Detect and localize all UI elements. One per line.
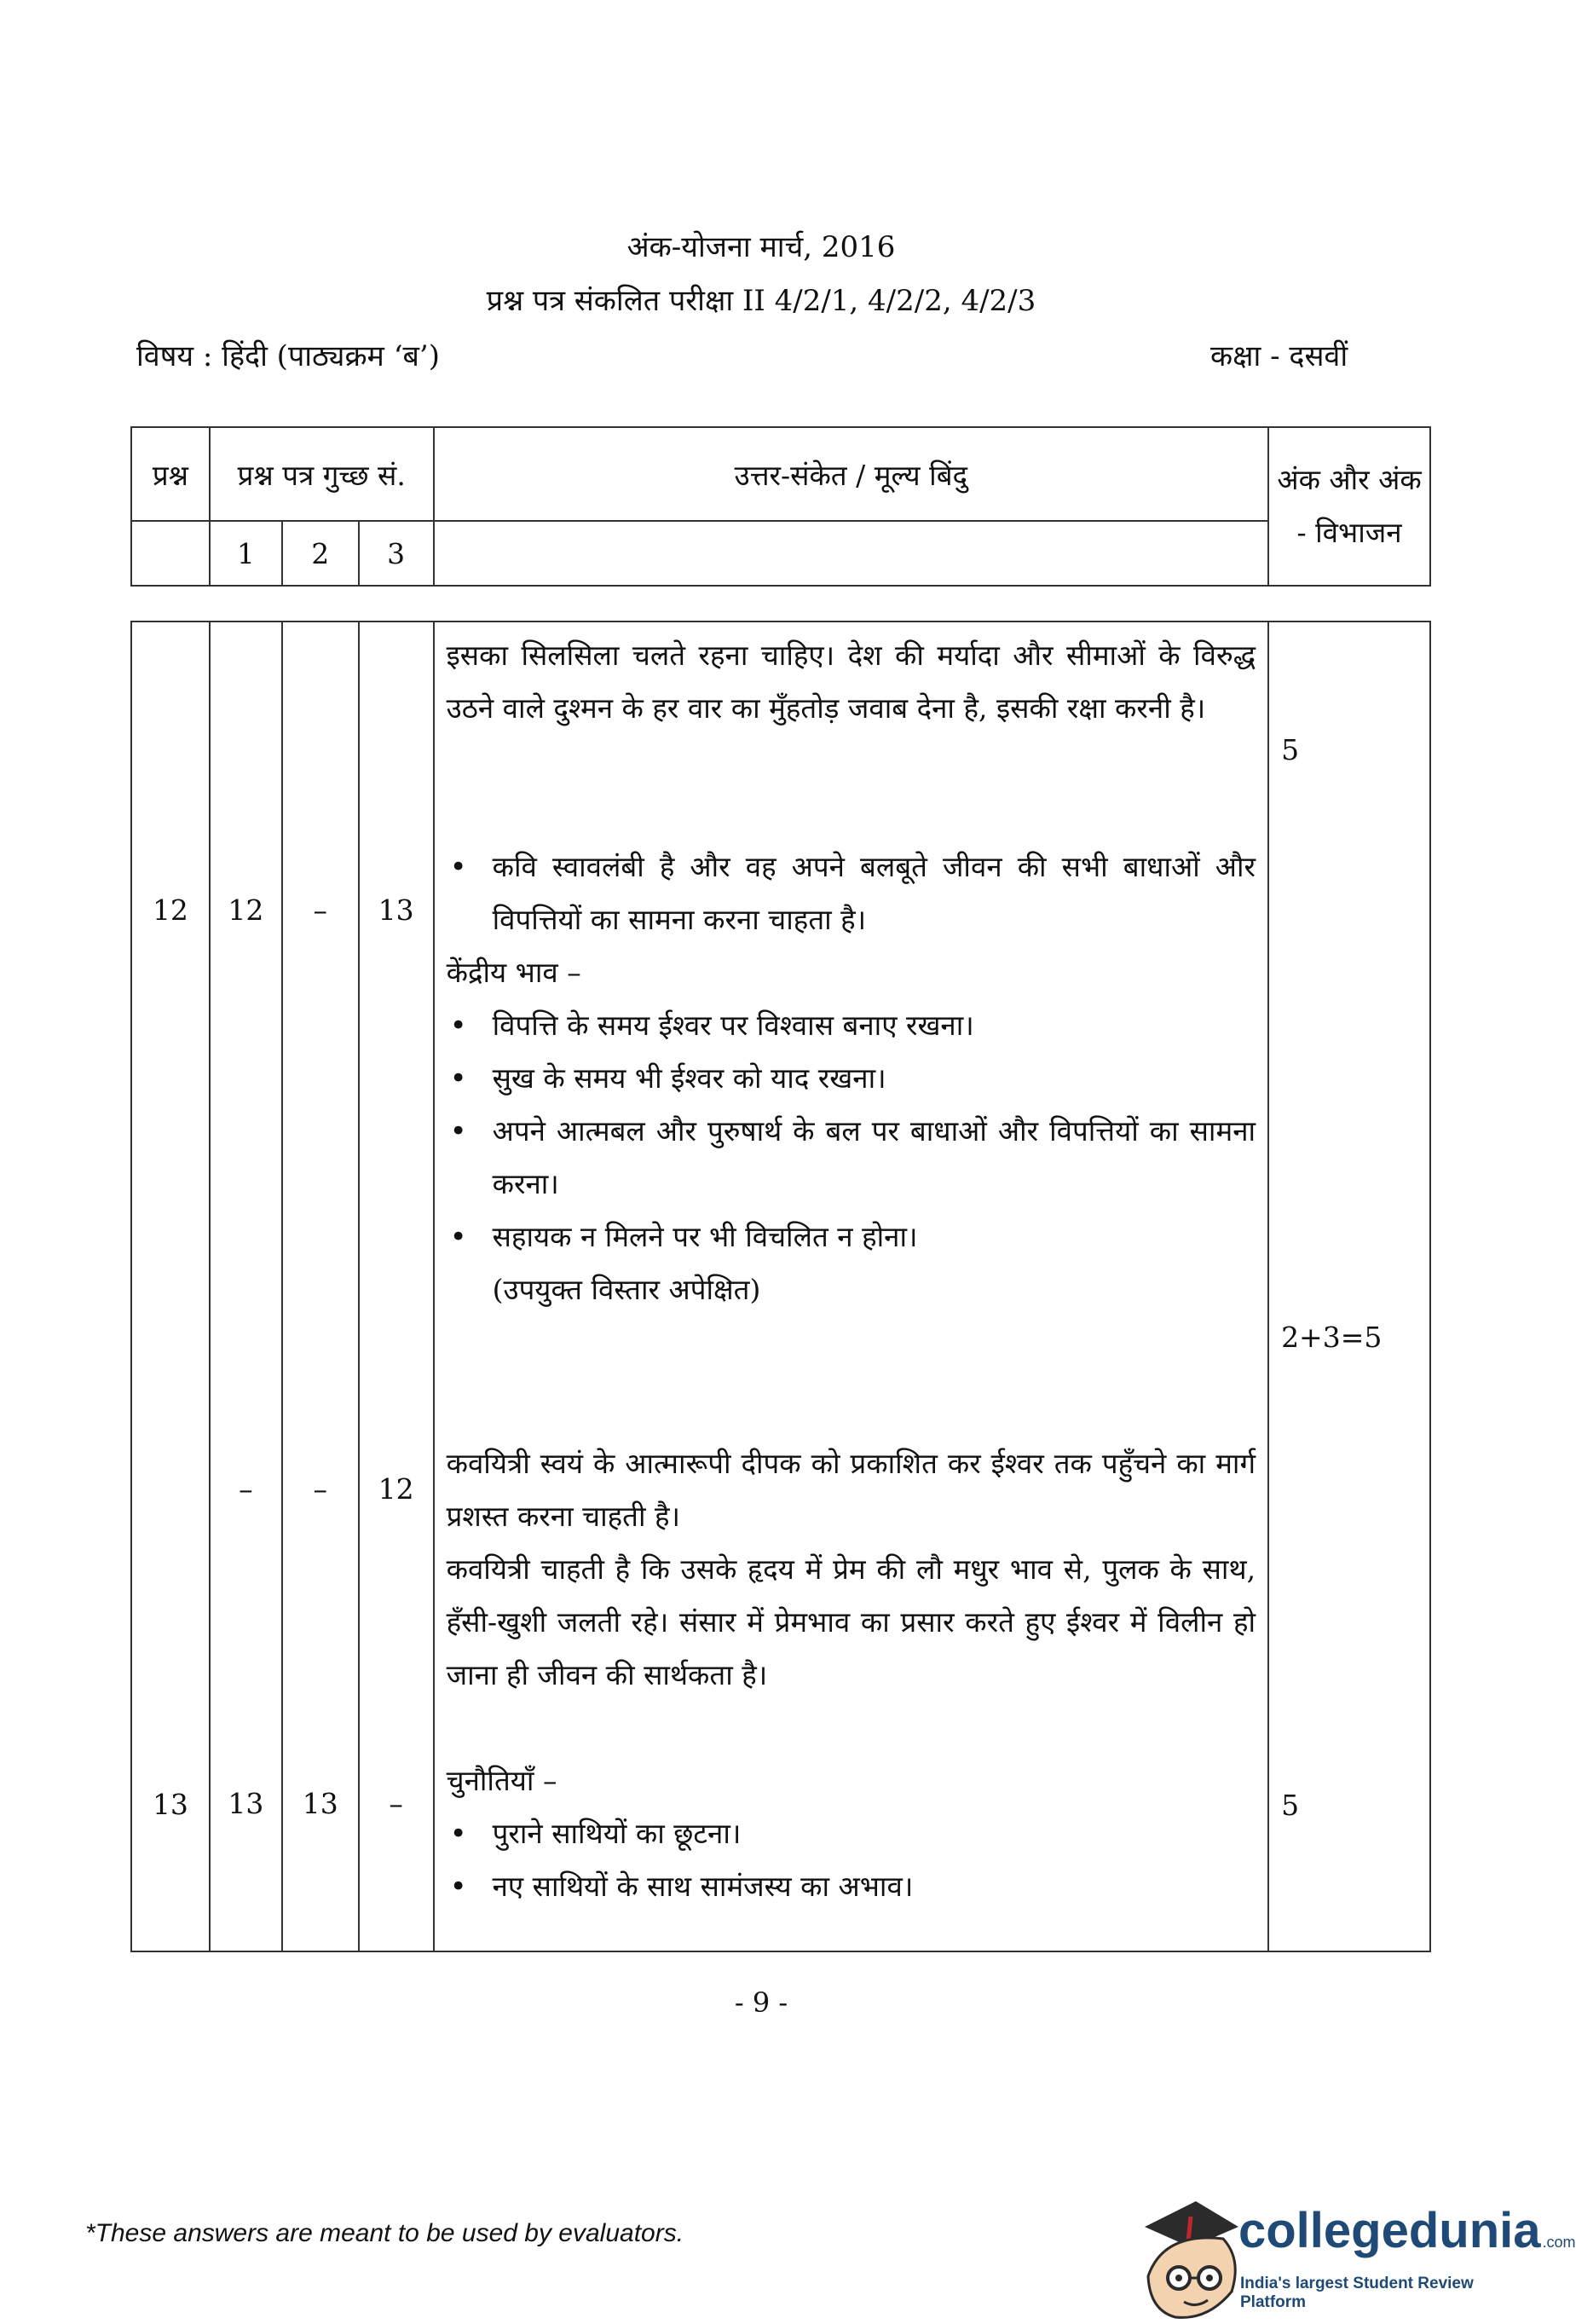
set2-row13: 13 <box>302 1787 338 1820</box>
blank-cell <box>131 521 210 586</box>
question-13: 13 <box>152 1788 188 1821</box>
set-2-column <box>282 621 359 1951</box>
exam-title: प्रश्न पत्र संकलित परीक्षा II 4/2/1, 4/2/2, 4/2/3 <box>486 284 1036 318</box>
subject-label: विषय : हिंदी (पाठ्यक्रम ‘ब’) <box>136 339 440 373</box>
list-item: • अपने आत्मबल और पुरुषार्थ के बल पर बाधाओं और विपत्तियों का सामना करना। <box>493 1105 1256 1211</box>
challenges-heading: चुनौतियाँ – <box>446 1764 557 1797</box>
marks-row12b: 5 <box>1281 1789 1300 1822</box>
central-idea-list <box>447 999 1256 1263</box>
answer-12-list <box>447 841 1256 946</box>
set-3-header: 3 <box>359 521 434 586</box>
set3-row12b: 12 <box>378 1472 414 1506</box>
question-12: 12 <box>152 893 188 927</box>
list-item: • कवि स्वावलंबी है और वह अपने बलबूते जीवन की सभी बाधाओं और विपत्तियों का सामना करना चाहता है। <box>493 841 1256 946</box>
set3-row12: 13 <box>378 893 414 927</box>
marks-continued: 5 <box>1281 733 1300 766</box>
col-marks-header: अंक और अंक - विभाजन <box>1268 427 1430 586</box>
continued-answer: इसका सिलसिला चलते रहना चाहिए। देश की मर्यादा और सीमाओं के विरुद्ध उठने वाले दुश्मन के हर वार का मुँहतोड़ जवाब देना है, इसकी रक्षा करनी है। <box>446 639 1256 725</box>
question-number-column <box>131 621 210 1951</box>
set1-row12: 12 <box>228 893 264 927</box>
evaluator-note: *These answers are meant to be used by evaluators. <box>85 2219 684 2247</box>
col-question-header: प्रश्न <box>131 427 210 521</box>
mascot-icon <box>1145 2201 1238 2317</box>
set1-row12b: – <box>239 1472 253 1506</box>
page-title: अंक-योजना मार्च, 2016 <box>626 230 896 264</box>
set1-row13: 13 <box>228 1787 264 1820</box>
col-answer-header: उत्तर-संकेत / मूल्य बिंदु <box>434 427 1269 521</box>
answer-column <box>434 621 1268 1951</box>
marks-column <box>1268 621 1430 1951</box>
answers-table <box>130 621 1431 1952</box>
col-sets-header: प्रश्न पत्र गुच्छ सं. <box>210 427 434 521</box>
set-1-column <box>210 621 282 1951</box>
answer-12b-para2: कवयित्री चाहती है कि उसके हृदय में प्रेम की लौ मधुर भाव से, पुलक के साथ, हँसी-खुशी जलती रहे। संसार में प्रेमभाव का प्रसार करते हुए ईश्वर में विलीन हो जाना ही जीवन की सार्थकता है। <box>446 1552 1256 1691</box>
list-item: • नए साथियों के साथ सामंजस्य का अभाव। <box>493 1860 1256 1913</box>
page-number: - 9 - <box>734 1986 788 2019</box>
marks-row12: 2+3=5 <box>1281 1321 1383 1354</box>
list-item: • पुराने साथियों का छूटना। <box>493 1807 1256 1860</box>
logo-text: collegedunia .com <box>1238 2203 1576 2258</box>
central-idea-heading: केंद्रीय भाव – <box>446 956 581 989</box>
list-item: • सहायक न मिलने पर भी विचलित न होना। <box>493 1211 1256 1263</box>
set2-row12b: – <box>313 1472 327 1506</box>
challenges-list <box>447 1807 1256 1913</box>
set-2-header: 2 <box>282 521 359 586</box>
class-label: कक्षा - दसवीं <box>1210 339 1348 373</box>
set-3-column <box>359 621 434 1951</box>
set2-row12: – <box>313 893 327 927</box>
answer-12b-para1: कवयित्री स्वयं के आत्मारूपी दीपक को प्रकाशित कर ईश्वर तक पहुँचने का मार्ग प्रशस्त करना चाहती है। <box>446 1447 1256 1533</box>
list-item: • विपत्ति के समय ईश्वर पर विश्वास बनाए रखना। <box>493 999 1256 1052</box>
list-item: • सुख के समय भी ईश्वर को याद रखना। <box>493 1052 1256 1105</box>
logo-tagline: India's largest Student Review Platform <box>1240 2275 1474 2311</box>
blank-cell <box>434 521 1269 586</box>
set-1-header: 1 <box>210 521 282 586</box>
set3-row13: – <box>389 1787 403 1820</box>
header-table <box>130 426 1431 587</box>
expected-note: (उपयुक्त विस्तार अपेक्षित) <box>492 1273 761 1306</box>
